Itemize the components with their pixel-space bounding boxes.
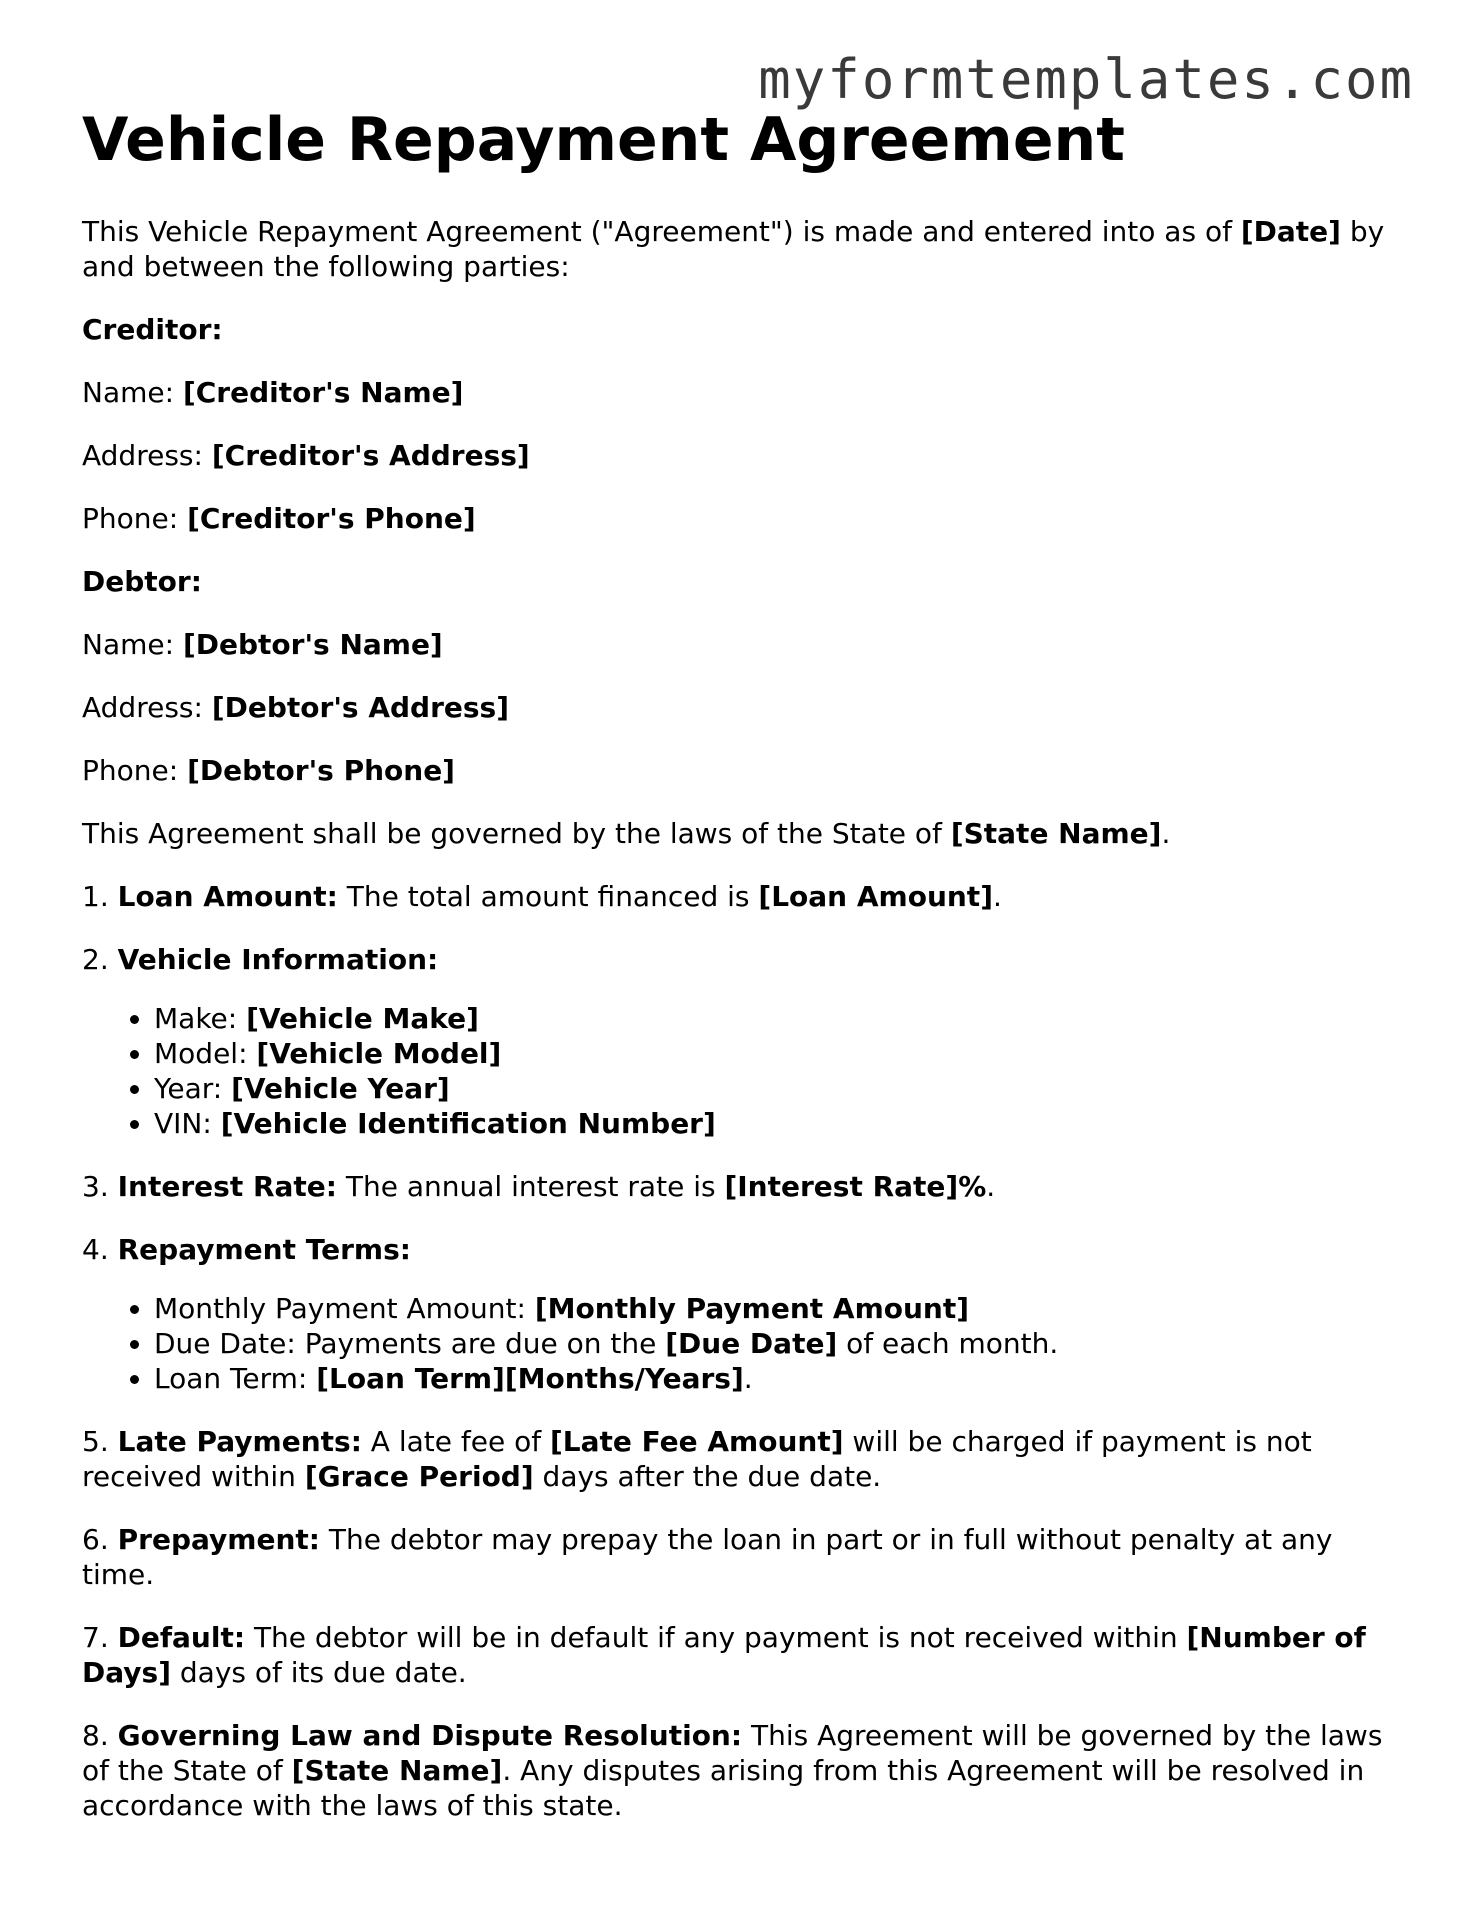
debtor-heading: Debtor: [82,565,202,598]
list-item: • Model: [Vehicle Model] [154,1036,1402,1071]
list-item: • VIN: [Vehicle Identification Number] [154,1106,1402,1141]
intro-paragraph: This Vehicle Repayment Agreement ("Agreement") is made and entered into as of [Date] by and between the following parties: [82,215,1385,283]
section-prepayment: 6. Prepayment: The debtor may prepay the loan in part or in full without penalty at any time. [82,1523,1333,1591]
section-repayment-terms: 4. Repayment Terms: [82,1233,411,1266]
list-item: • Loan Term: [Loan Term][Months/Years]. [154,1361,1402,1396]
section-vehicle-information: 2. Vehicle Information: [82,943,439,976]
creditor-heading: Creditor: [82,313,223,346]
date-placeholder: [Date] [1240,215,1341,248]
site-watermark: myformtemplates.com [758,48,1414,111]
creditor-address: Address: [Creditor's Address] [82,439,530,472]
section-loan-amount: 1. Loan Amount: The total amount financed is [Loan Amount]. [82,880,1002,913]
list-item: • Make: [Vehicle Make] [154,1001,1402,1036]
list-item: • Monthly Payment Amount: [Monthly Payment Amount] [154,1291,1402,1326]
creditor-phone: Phone: [Creditor's Phone] [82,502,476,535]
creditor-name: Name: [Creditor's Name] [82,376,464,409]
debtor-address: Address: [Debtor's Address] [82,691,510,724]
debtor-name: Name: [Debtor's Name] [82,628,443,661]
section-late-payments: 5. Late Payments: A late fee of [Late Fee Amount] will be charged if payment is not received within [Grace Period] days after the due date. [82,1425,1312,1493]
repayment-terms-list [82,1291,1402,1396]
debtor-phone: Phone: [Debtor's Phone] [82,754,455,787]
list-item: • Year: [Vehicle Year] [154,1071,1402,1106]
section-governing-law: 8. Governing Law and Dispute Resolution: This Agreement will be governed by the laws of the State of [State Name]. Any disputes arising from this Agreement will be resolved in accordance with the laws of this state. [82,1719,1383,1822]
section-default: 7. Default: The debtor will be in default if any payment is not received within [Number of Days] days of its due date. [82,1621,1366,1689]
vehicle-info-list [82,1001,1402,1141]
list-item: • Due Date: Payments are due on the [Due Date] of each month. [154,1326,1402,1361]
agreement-document [82,104,1402,1851]
governing-statement: This Agreement shall be governed by the laws of the State of [State Name]. [82,817,1171,850]
section-interest-rate: 3. Interest Rate: The annual interest rate is [Interest Rate]%. [82,1170,996,1203]
document-title: Vehicle Repayment Agreement [82,105,1125,175]
